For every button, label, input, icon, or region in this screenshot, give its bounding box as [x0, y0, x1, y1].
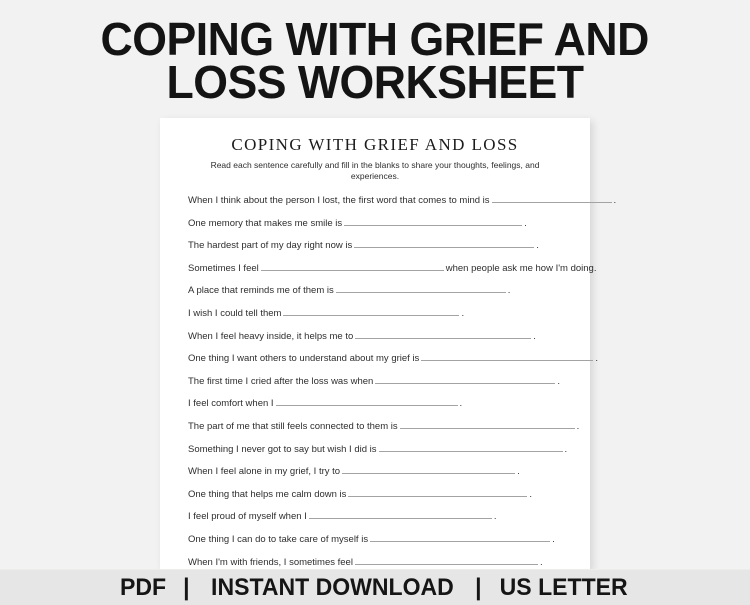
worksheet-line	[188, 461, 568, 484]
line-text-after: .	[552, 533, 555, 545]
worksheet-line	[188, 393, 568, 416]
line-text-before: One memory that makes me smile is	[188, 217, 343, 229]
fill-in-blank	[421, 352, 593, 361]
line-text-before: When I feel heavy inside, it helps me to	[188, 330, 354, 342]
worksheet-line	[188, 303, 568, 326]
worksheet-line	[188, 348, 598, 371]
footer-item-us-letter: US LETTER	[500, 573, 629, 601]
line-text-after: .	[524, 217, 527, 229]
line-text-after: .	[576, 420, 580, 432]
fill-in-blank	[400, 420, 575, 429]
fill-in-blank	[261, 262, 444, 271]
worksheet-line	[188, 484, 568, 507]
worksheet-line	[188, 529, 568, 552]
line-text-before: Sometimes I feel	[188, 262, 259, 274]
line-text-after: .	[529, 488, 533, 500]
fill-in-blank	[348, 488, 527, 497]
paper-zone	[0, 118, 750, 569]
fill-in-blank	[276, 397, 458, 406]
fill-in-blank	[379, 443, 563, 452]
line-text-after: .	[613, 195, 617, 206]
line-text-before: Something I never got to say but wish I did is	[188, 443, 377, 455]
line-text-after: .	[564, 443, 568, 455]
fill-in-blank	[375, 375, 555, 384]
worksheet-paper	[160, 118, 617, 569]
line-text-before: When I'm with friends, I sometimes feel	[188, 556, 353, 568]
line-text-after: .	[459, 398, 463, 410]
worksheet-lines	[188, 190, 617, 574]
line-text-after: .	[507, 285, 511, 297]
line-text-before: One thing that helps me calm down is	[188, 488, 347, 500]
line-text-after: .	[536, 240, 539, 252]
line-text-after: .	[533, 330, 536, 342]
line-text-before: When I think about the person I lost, the first word that comes to mind is	[188, 195, 490, 206]
footer-separator: |	[183, 573, 190, 601]
worksheet-line	[188, 213, 568, 236]
worksheet-line	[188, 439, 568, 462]
fill-in-blank	[336, 284, 506, 293]
worksheet-subtitle: Read each sentence carefully and fill in the blanks to share your thoughts, feelings, and experiences.	[210, 160, 540, 181]
worksheet-line	[188, 280, 568, 303]
fill-in-blank	[344, 217, 522, 226]
fill-in-blank	[370, 533, 550, 542]
line-text-before: The part of me that still feels connected to them is	[188, 420, 398, 432]
line-text-after: .	[539, 556, 543, 568]
worksheet-line	[188, 326, 568, 349]
line-text-before: One thing I can do to take care of myself is	[188, 533, 369, 545]
line-text-before: The hardest part of my day right now is	[188, 240, 353, 252]
line-text-before: I feel comfort when I	[188, 398, 274, 410]
line-text-before: The first time I cried after the loss was when	[188, 375, 374, 387]
worksheet-line	[188, 506, 568, 529]
page-title-line-1: COPING WITH GRIEF AND	[100, 13, 650, 65]
page-title-line-2: LOSS WORKSHEET	[166, 56, 584, 108]
worksheet-line	[188, 235, 568, 258]
worksheet-title: COPING WITH GRIEF AND LOSS	[231, 135, 519, 154]
line-text-after: when people ask me how I'm doing.	[445, 262, 597, 274]
line-text-before: A place that reminds me of them is	[188, 285, 334, 297]
fill-in-blank	[492, 194, 612, 203]
worksheet-line	[188, 416, 580, 439]
line-text-after: .	[517, 466, 520, 478]
footer-item-pdf: PDF	[120, 573, 167, 601]
fill-in-blank	[309, 510, 492, 519]
line-text-before: When I feel alone in my grief, I try to	[188, 466, 341, 478]
line-text-after: .	[461, 307, 465, 319]
line-text-before: One thing I want others to understand about my grief is	[188, 353, 420, 365]
worksheet-line	[188, 190, 617, 213]
footer-separator: |	[474, 573, 482, 601]
fill-in-blank	[354, 239, 534, 248]
line-text-after: .	[557, 375, 560, 387]
line-text-before: I feel proud of myself when I	[188, 511, 307, 523]
fill-in-blank	[355, 330, 531, 339]
worksheet-line	[188, 258, 597, 281]
fill-in-blank	[342, 465, 515, 474]
worksheet-line	[188, 371, 568, 394]
line-text-before: I wish I could tell them	[188, 307, 282, 319]
hero-header	[0, 0, 750, 118]
fill-in-blank	[355, 556, 538, 565]
line-text-after: .	[595, 353, 598, 365]
footer-band	[0, 569, 750, 605]
line-text-after: .	[493, 511, 497, 523]
fill-in-blank	[283, 307, 459, 316]
footer-item-instant-download: INSTANT DOWNLOAD	[210, 573, 454, 601]
